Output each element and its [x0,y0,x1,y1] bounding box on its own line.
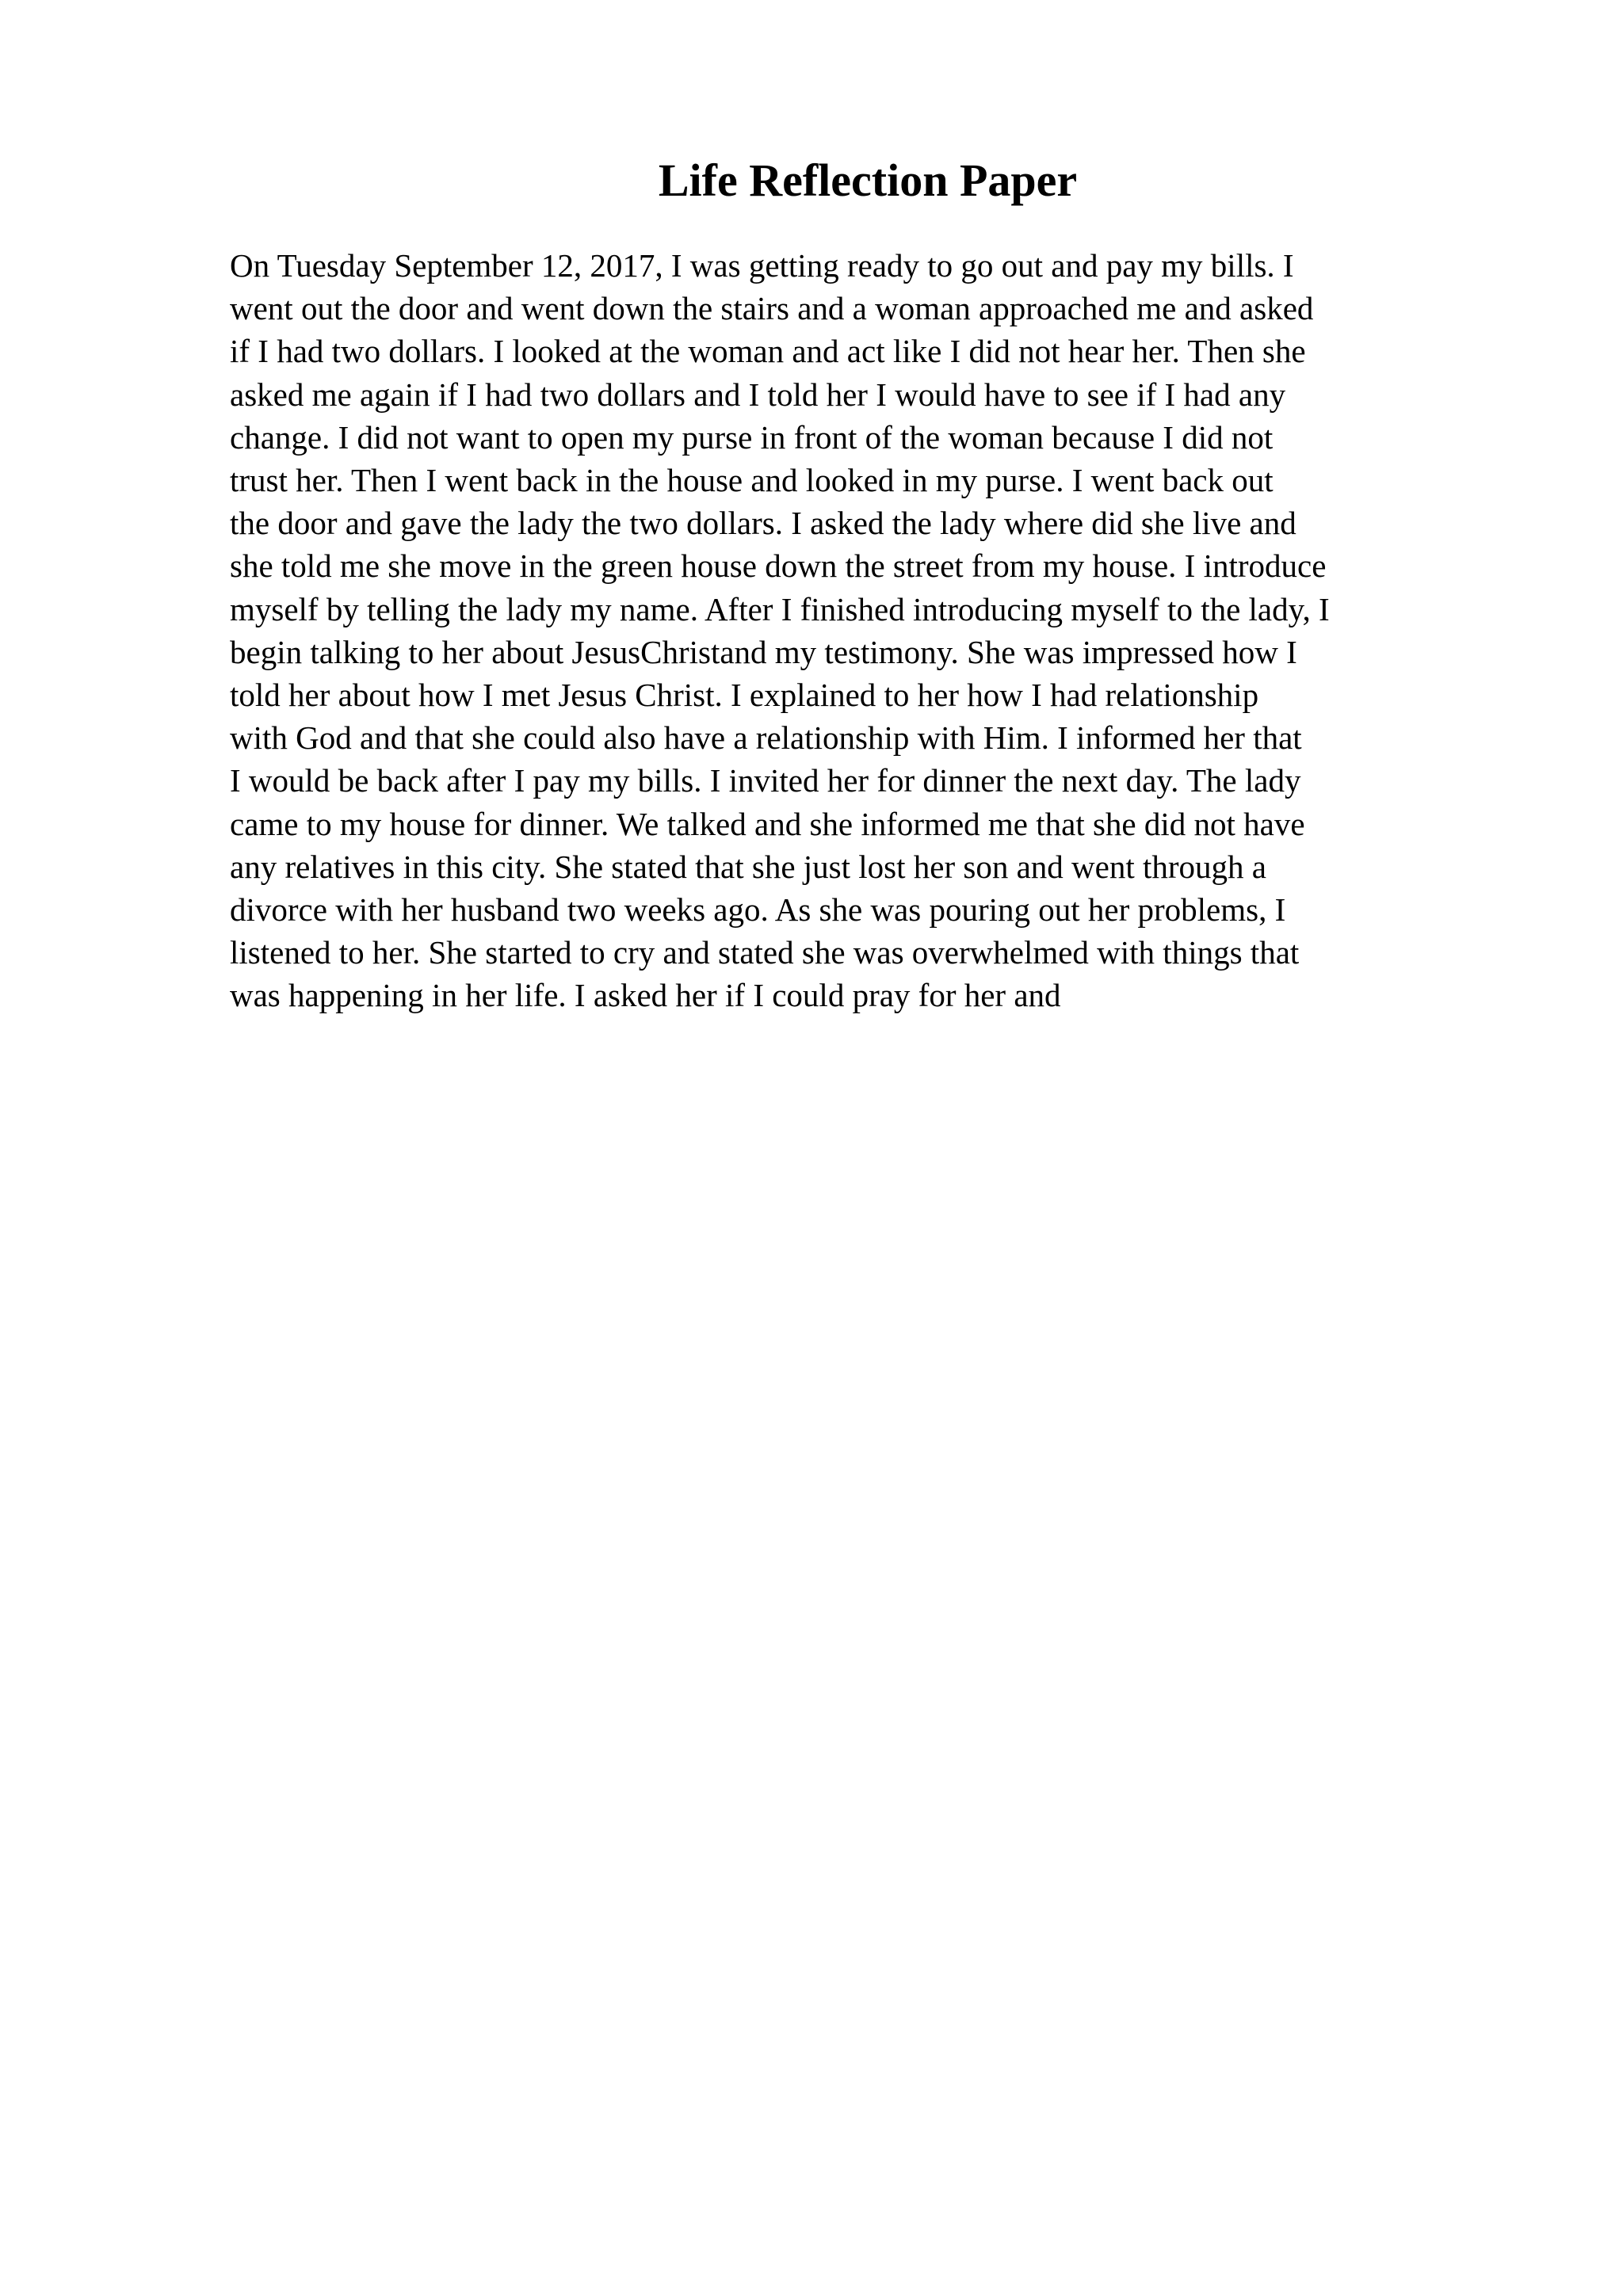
body-paragraph [230,244,1514,1017]
paragraph-line: was happening in her life. I asked her if I could pray for her and [230,977,1061,1014]
paragraph-line: asked me again if I had two dollars and I told her I would have to see if I had any [230,376,1286,413]
paragraph-line: trust her. Then I went back in the house and looked in my purse. I went back out [230,462,1274,499]
paragraph-line: the door and gave the lady the two dollars. I asked the lady where did she live and [230,505,1296,542]
paragraph-line: listened to her. She started to cry and stated she was overwhelmed with things that [230,934,1300,971]
paragraph-line: came to my house for dinner. We talked and she informed me that she did not have [230,805,1305,842]
paragraph-line: change. I did not want to open my purse in front of the woman because I did not [230,418,1274,456]
paragraph-line: begin talking to her about JesusChristand my testimony. She was impressed how I [230,633,1297,670]
page-title: Life Reflection Paper [658,154,1078,206]
paragraph-line: told her about how I met Jesus Christ. I explained to her how I had relationship [230,677,1259,714]
paragraph-line: myself by telling the lady my name. After I finished introducing myself to the lady, I [230,590,1330,627]
paragraph-line: she told me she move in the green house down the street from my house. I introduce [230,547,1327,585]
paragraph-line: with God and that she could also have a relationship with Him. I informed her that [230,719,1302,757]
paragraph-line: divorce with her husband two weeks ago. As she was pouring out her problems, I [230,891,1286,929]
paragraph-line: if I had two dollars. I looked at the woman and act like I did not hear her. Then she [230,333,1306,370]
paragraph-line: On Tuesday September 12, 2017, I was getting ready to go out and pay my bills. I [230,247,1294,284]
paragraph-line: any relatives in this city. She stated that she just lost her son and went through a [230,848,1266,885]
paragraph-line: I would be back after I pay my bills. I invited her for dinner the next day. The lady [230,762,1301,799]
paragraph-line: went out the door and went down the stairs and a woman approached me and asked [230,290,1314,327]
